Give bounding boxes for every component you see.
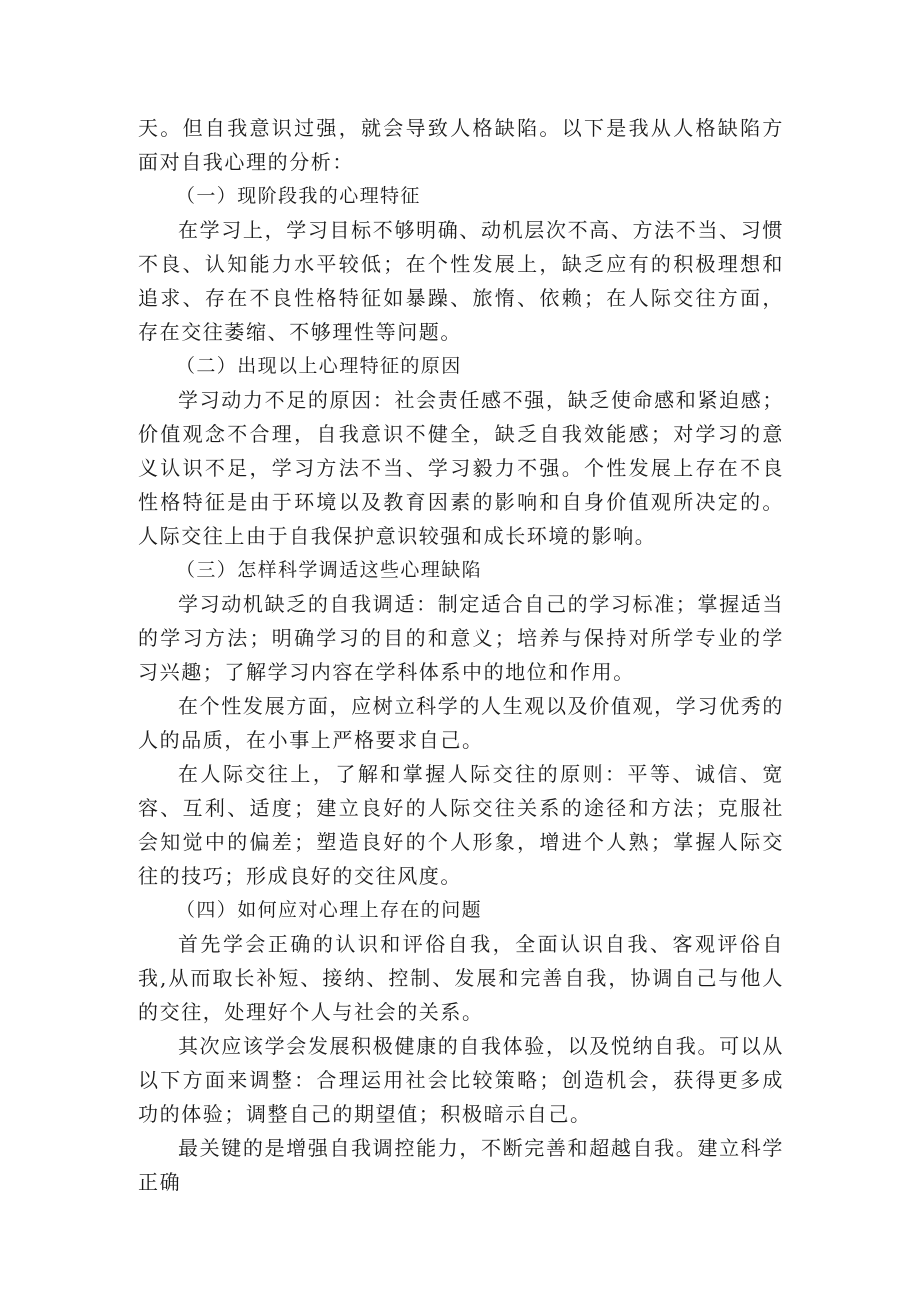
paragraph: 学习动机缺乏的自我调适：制定适合自己的学习标准；掌握适当的学习方法；明确学习的目的和意义；培养与保持对所学专业的学习兴趣；了解学习内容在学科体系中的地位和作用。 — [138, 592, 784, 684]
section-heading-4: （四）如何应对心理上存在的问题 — [176, 899, 483, 921]
document-body — [138, 111, 784, 1199]
paragraph: 在人际交往上，了解和掌握人际交往的原则：平等、诚信、宽容、互利、适度；建立良好的人际交往关系的途径和方法；克服社会知觉中的偏差；塑造良好的个人形象，增进个人熟；掌握人际交往的技巧；形成良好的交往风度。 — [138, 762, 784, 888]
paragraph: 在学习上，学习目标不够明确、动机层次不高、方法不当、习惯不良、认知能力水平较低；在个性发展上，缺乏应有的积极理想和追求、存在不良性格特征如暴躁、旅惰、依赖；在人际交往方面，存在交往萎缩、不够理性等问题。 — [138, 218, 784, 344]
paragraph: 在个性发展方面，应树立科学的人生观以及价值观，学习优秀的人的品质，在小事上严格要求自己。 — [138, 694, 784, 752]
paragraph: 其次应该学会发展积极健康的自我体验，以及悦纳自我。可以从以下方面来调整：合理运用社会比较策略；创造机会，获得更多成功的体验；调整自己的期望值；积极暗示自己。 — [138, 1034, 784, 1126]
section-heading-3: （三）怎样科学调适这些心理缺陷 — [176, 559, 483, 581]
paragraph: 学习动力不足的原因：社会责任感不强，缺乏使命感和紧迫感；价值观念不合理，自我意识不健全，缺乏自我效能感；对学习的意义认识不足，学习方法不当、学习毅力不强。个性发展上存在不良性格特征是由于环境以及教育因素的影响和自身价值观所决定的。人际交往上由于自我保护意识较强和成长环境的影响。 — [138, 388, 784, 548]
section-heading-2: （二）出现以上心理特征的原因 — [176, 355, 462, 377]
section-heading-1: （一）现阶段我的心理特征 — [176, 185, 421, 207]
paragraph: 首先学会正确的认识和评俗自我，全面认识自我、客观评俗自我,从而取长补短、接纳、控制、发展和完善自我，协调自己与他人的交往，处理好个人与社会的关系。 — [138, 932, 784, 1024]
paragraph: 最关键的是增强自我调控能力，不断完善和超越自我。建立科学正确 — [138, 1136, 784, 1194]
paragraph-continued: 天。但自我意识过强，就会导致人格缺陷。以下是我从人格缺陷方面对自我心理的分析： — [138, 116, 784, 174]
